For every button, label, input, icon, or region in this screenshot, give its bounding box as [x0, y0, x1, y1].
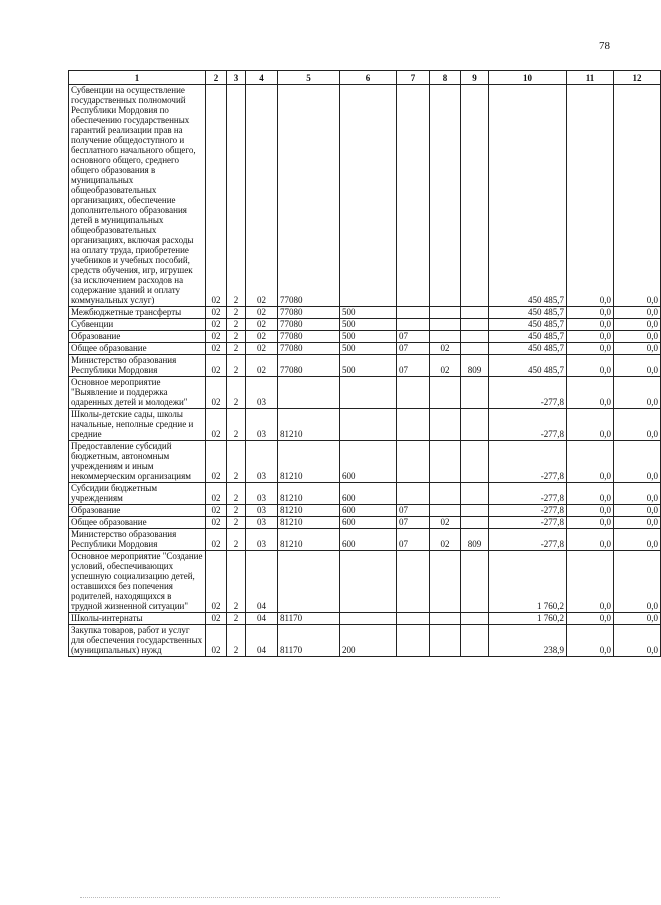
cell-target: 77080 [278, 331, 340, 343]
cell-ministry [461, 85, 489, 307]
cell-target: 81210 [278, 441, 340, 483]
cell-section: 02 [206, 551, 227, 613]
cell-section: 02 [206, 355, 227, 377]
cell-target: 81170 [278, 625, 340, 657]
column-header-3: 3 [227, 71, 246, 85]
cell-program: 03 [246, 377, 278, 409]
cell-name: Образование [69, 505, 206, 517]
cell-amount: -277,8 [489, 483, 567, 505]
page-number: 78 [599, 40, 610, 52]
cell-subsection: 2 [227, 505, 246, 517]
cell-amount-3: 0,0 [614, 377, 661, 409]
cell-chapter [397, 613, 430, 625]
cell-ministry [461, 625, 489, 657]
cell-program: 02 [246, 331, 278, 343]
cell-section: 02 [206, 505, 227, 517]
column-header-2: 2 [206, 71, 227, 85]
cell-amount: 450 485,7 [489, 307, 567, 319]
cell-amount-3: 0,0 [614, 613, 661, 625]
column-header-7: 7 [397, 71, 430, 85]
cell-expense-type: 500 [340, 343, 397, 355]
cell-program: 02 [246, 319, 278, 331]
cell-amount: 450 485,7 [489, 331, 567, 343]
cell-amount: -277,8 [489, 441, 567, 483]
table-row [69, 551, 661, 613]
cell-amount-2: 0,0 [567, 551, 614, 613]
column-header-1: 1 [69, 71, 206, 85]
cell-amount: -277,8 [489, 529, 567, 551]
cell-target: 81210 [278, 483, 340, 505]
cell-section: 02 [206, 441, 227, 483]
cell-name: Предоставление субсидий бюджетным, автономным учреждениям и иным некоммерческим организациям [69, 441, 206, 483]
cell-section: 02 [206, 529, 227, 551]
cell-amount-3: 0,0 [614, 529, 661, 551]
cell-expense-type [340, 551, 397, 613]
cell-expense-type: 600 [340, 483, 397, 505]
table-row [69, 319, 661, 331]
cell-name: Субсидии бюджетным учреждениям [69, 483, 206, 505]
cell-amount-3: 0,0 [614, 625, 661, 657]
cell-amount-2: 0,0 [567, 505, 614, 517]
table-row [69, 85, 661, 307]
cell-name: Закупка товаров, работ и услуг для обеспечения государственных (муниципальных) нужд [69, 625, 206, 657]
cell-subchapter [430, 319, 461, 331]
cell-section: 02 [206, 85, 227, 307]
table-row [69, 529, 661, 551]
cell-subsection: 2 [227, 343, 246, 355]
cell-chapter: 07 [397, 529, 430, 551]
cell-ministry [461, 517, 489, 529]
cell-subchapter: 02 [430, 343, 461, 355]
cell-amount-2: 0,0 [567, 529, 614, 551]
cell-amount-2: 0,0 [567, 85, 614, 307]
cell-section: 02 [206, 613, 227, 625]
cell-program: 03 [246, 517, 278, 529]
cell-ministry [461, 551, 489, 613]
cell-amount-2: 0,0 [567, 307, 614, 319]
cell-name: Основное мероприятие "Создание условий, обеспечивающих успешную социализацию детей, оставшихся без попечения родителей, находящихся в трудной жизненной ситуации" [69, 551, 206, 613]
cell-expense-type [340, 409, 397, 441]
cell-amount-2: 0,0 [567, 483, 614, 505]
cell-amount: 1 760,2 [489, 551, 567, 613]
cell-target: 81170 [278, 613, 340, 625]
cell-subsection: 2 [227, 85, 246, 307]
cell-subchapter: 02 [430, 355, 461, 377]
cell-chapter [397, 483, 430, 505]
cell-program: 03 [246, 483, 278, 505]
cell-amount-2: 0,0 [567, 343, 614, 355]
cell-amount-3: 0,0 [614, 517, 661, 529]
table-row [69, 625, 661, 657]
cell-subchapter [430, 377, 461, 409]
cell-expense-type: 500 [340, 319, 397, 331]
cell-subchapter [430, 551, 461, 613]
cell-expense-type [340, 613, 397, 625]
cell-target: 77080 [278, 355, 340, 377]
cell-subchapter: 02 [430, 517, 461, 529]
cell-name: Основное мероприятие "Выявление и поддержка одаренных детей и молодежи" [69, 377, 206, 409]
cell-target [278, 377, 340, 409]
cell-chapter: 07 [397, 343, 430, 355]
cell-chapter [397, 307, 430, 319]
cell-subsection: 2 [227, 625, 246, 657]
cell-program: 04 [246, 625, 278, 657]
table-row [69, 441, 661, 483]
cell-ministry [461, 441, 489, 483]
cell-amount: 450 485,7 [489, 343, 567, 355]
cell-chapter [397, 551, 430, 613]
cell-subsection: 2 [227, 307, 246, 319]
column-header-11: 11 [567, 71, 614, 85]
cell-section: 02 [206, 319, 227, 331]
cell-subchapter [430, 613, 461, 625]
cell-ministry [461, 409, 489, 441]
table-row [69, 409, 661, 441]
cell-amount: -277,8 [489, 517, 567, 529]
cell-amount-2: 0,0 [567, 441, 614, 483]
cell-subchapter: 02 [430, 529, 461, 551]
cell-chapter: 07 [397, 355, 430, 377]
cell-program: 03 [246, 409, 278, 441]
cell-chapter [397, 625, 430, 657]
cell-amount-2: 0,0 [567, 355, 614, 377]
cell-program: 02 [246, 355, 278, 377]
cell-ministry [461, 343, 489, 355]
cell-ministry [461, 307, 489, 319]
cell-subchapter [430, 331, 461, 343]
cell-amount-3: 0,0 [614, 483, 661, 505]
cell-subchapter [430, 625, 461, 657]
cell-expense-type: 600 [340, 505, 397, 517]
cell-amount: -277,8 [489, 505, 567, 517]
cell-amount: -277,8 [489, 377, 567, 409]
column-header-5: 5 [278, 71, 340, 85]
cell-amount-2: 0,0 [567, 517, 614, 529]
table-row [69, 331, 661, 343]
cell-subsection: 2 [227, 331, 246, 343]
cell-program: 03 [246, 441, 278, 483]
cell-target [278, 551, 340, 613]
cell-program: 02 [246, 307, 278, 319]
cell-amount-2: 0,0 [567, 331, 614, 343]
column-header-12: 12 [614, 71, 661, 85]
cell-program: 04 [246, 613, 278, 625]
cell-program: 02 [246, 85, 278, 307]
cell-amount-2: 0,0 [567, 377, 614, 409]
cell-target: 77080 [278, 307, 340, 319]
cell-name: Образование [69, 331, 206, 343]
cell-subchapter [430, 85, 461, 307]
cell-subsection: 2 [227, 517, 246, 529]
cell-amount-3: 0,0 [614, 319, 661, 331]
cell-amount: 238,9 [489, 625, 567, 657]
cell-amount-3: 0,0 [614, 409, 661, 441]
cell-amount-3: 0,0 [614, 505, 661, 517]
cell-amount: -277,8 [489, 409, 567, 441]
cell-ministry [461, 483, 489, 505]
cell-subsection: 2 [227, 551, 246, 613]
cell-target: 81210 [278, 409, 340, 441]
cell-subsection: 2 [227, 409, 246, 441]
column-header-6: 6 [340, 71, 397, 85]
cell-section: 02 [206, 343, 227, 355]
cell-target: 81210 [278, 529, 340, 551]
cell-ministry: 809 [461, 355, 489, 377]
cell-expense-type: 500 [340, 355, 397, 377]
cell-ministry [461, 377, 489, 409]
cell-expense-type: 600 [340, 529, 397, 551]
table-row [69, 377, 661, 409]
cell-subsection: 2 [227, 441, 246, 483]
table-row [69, 343, 661, 355]
cell-subsection: 2 [227, 319, 246, 331]
cell-expense-type [340, 85, 397, 307]
cell-amount-3: 0,0 [614, 355, 661, 377]
cell-amount: 450 485,7 [489, 85, 567, 307]
cell-section: 02 [206, 517, 227, 529]
column-header-9: 9 [461, 71, 489, 85]
table-row [69, 307, 661, 319]
cell-chapter: 07 [397, 505, 430, 517]
cell-section: 02 [206, 377, 227, 409]
cell-section: 02 [206, 409, 227, 441]
cell-ministry [461, 613, 489, 625]
cell-chapter [397, 409, 430, 441]
cell-subsection: 2 [227, 377, 246, 409]
cell-program: 02 [246, 343, 278, 355]
cell-amount: 450 485,7 [489, 355, 567, 377]
table-row [69, 505, 661, 517]
cell-target: 77080 [278, 319, 340, 331]
cell-target: 77080 [278, 85, 340, 307]
cell-subsection: 2 [227, 483, 246, 505]
cell-chapter: 07 [397, 331, 430, 343]
cell-subsection: 2 [227, 613, 246, 625]
budget-table [68, 70, 661, 657]
column-header-10: 10 [489, 71, 567, 85]
cell-subchapter [430, 307, 461, 319]
cell-name: Школы-интернаты [69, 613, 206, 625]
column-header-4: 4 [246, 71, 278, 85]
cell-expense-type: 500 [340, 307, 397, 319]
cell-amount-3: 0,0 [614, 85, 661, 307]
cell-program: 03 [246, 505, 278, 517]
cell-subchapter [430, 483, 461, 505]
cell-target: 81210 [278, 517, 340, 529]
column-header-8: 8 [430, 71, 461, 85]
cell-subchapter [430, 409, 461, 441]
cell-amount-2: 0,0 [567, 319, 614, 331]
cell-expense-type: 200 [340, 625, 397, 657]
table-row [69, 483, 661, 505]
cell-target: 81210 [278, 505, 340, 517]
cell-amount-3: 0,0 [614, 307, 661, 319]
table-row [69, 355, 661, 377]
cell-amount: 1 760,2 [489, 613, 567, 625]
cell-target: 77080 [278, 343, 340, 355]
cell-name: Субвенции [69, 319, 206, 331]
cell-section: 02 [206, 331, 227, 343]
cell-ministry: 809 [461, 529, 489, 551]
cell-ministry [461, 505, 489, 517]
cell-amount-2: 0,0 [567, 409, 614, 441]
cell-chapter: 07 [397, 517, 430, 529]
cell-section: 02 [206, 483, 227, 505]
cell-amount-2: 0,0 [567, 613, 614, 625]
cell-name: Школы-детские сады, школы начальные, неполные средние и средние [69, 409, 206, 441]
cell-subsection: 2 [227, 355, 246, 377]
cell-expense-type: 600 [340, 517, 397, 529]
cell-name: Общее образование [69, 517, 206, 529]
cell-expense-type [340, 377, 397, 409]
cell-amount-3: 0,0 [614, 551, 661, 613]
cell-program: 04 [246, 551, 278, 613]
cell-chapter [397, 319, 430, 331]
cell-name: Субвенции на осуществление государственных полномочий Республики Мордовия по обеспечению государственных гарантий реализации прав на получение общедоступного и бесплатного начального общего, основного общего, среднего общего образования в муниципальных общеобразовательных организациях, обеспечение дополнительного образования детей в муниципальных общеобразовательных организациях, включая расходы на оплату труда, приобретение учебников и учебных пособий, средств обучения, игр, игрушек (за исключением расходов на содержание зданий и оплату коммунальных услуг) [69, 85, 206, 307]
cell-section: 02 [206, 625, 227, 657]
cell-amount-3: 0,0 [614, 441, 661, 483]
cell-chapter [397, 85, 430, 307]
header-row [69, 71, 661, 85]
cell-amount-3: 0,0 [614, 331, 661, 343]
cell-subchapter [430, 441, 461, 483]
table-row [69, 517, 661, 529]
cell-amount-3: 0,0 [614, 343, 661, 355]
cell-ministry [461, 319, 489, 331]
cell-program: 03 [246, 529, 278, 551]
cell-subchapter [430, 505, 461, 517]
cell-amount: 450 485,7 [489, 319, 567, 331]
cell-expense-type: 500 [340, 331, 397, 343]
cell-section: 02 [206, 307, 227, 319]
cell-amount-2: 0,0 [567, 625, 614, 657]
cell-name: Министерство образования Республики Мордовия [69, 355, 206, 377]
cell-chapter [397, 377, 430, 409]
scan-artifact-line [80, 897, 500, 898]
cell-chapter [397, 441, 430, 483]
cell-subsection: 2 [227, 529, 246, 551]
cell-name: Общее образование [69, 343, 206, 355]
cell-ministry [461, 331, 489, 343]
table-row [69, 613, 661, 625]
cell-name: Межбюджетные трансферты [69, 307, 206, 319]
cell-expense-type: 600 [340, 441, 397, 483]
cell-name: Министерство образования Республики Мордовия [69, 529, 206, 551]
